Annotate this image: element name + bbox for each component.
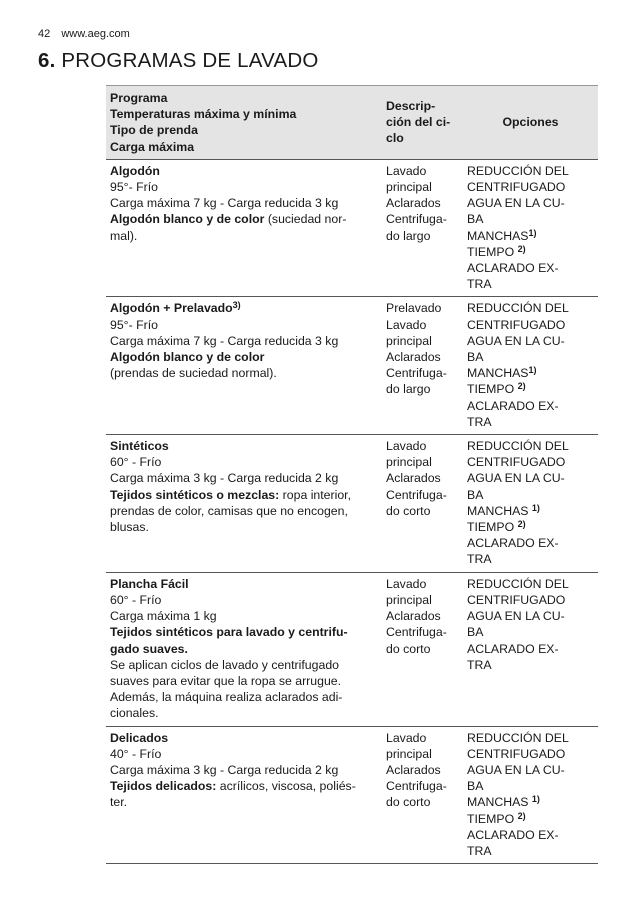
cycle-step: Lavado bbox=[386, 576, 427, 591]
option-item bbox=[467, 657, 594, 673]
program-cell bbox=[106, 159, 382, 297]
option-item bbox=[467, 827, 594, 843]
description-cell bbox=[382, 572, 463, 726]
fabric-label: Tejidos sintéticos o mezclas: bbox=[110, 487, 280, 502]
options-cell bbox=[463, 159, 598, 297]
header-program bbox=[106, 86, 382, 160]
option-item bbox=[467, 592, 594, 608]
cycle-step: Lavado bbox=[386, 317, 427, 332]
cycle-step: principal bbox=[386, 746, 432, 761]
program-cell bbox=[106, 435, 382, 573]
table-row bbox=[106, 726, 598, 864]
option-text: ACLARADO EX- bbox=[467, 398, 559, 413]
option-text: AGUA EN LA CU- bbox=[467, 196, 565, 211]
header-program-line: Tipo de prenda bbox=[110, 123, 198, 138]
option-item bbox=[467, 333, 594, 349]
page-number: 42 bbox=[38, 28, 51, 40]
option-item bbox=[467, 778, 594, 794]
option-item bbox=[467, 179, 594, 195]
option-item bbox=[467, 300, 594, 316]
cycle-step: Centrifuga- bbox=[386, 625, 447, 640]
program-temperature: 60° - Frío bbox=[110, 455, 162, 470]
option-text: TRA bbox=[467, 552, 492, 567]
table-row bbox=[106, 572, 598, 726]
option-item bbox=[467, 244, 594, 260]
option-text: ACLARADO EX- bbox=[467, 827, 559, 842]
option-item bbox=[467, 365, 594, 381]
fabric-text: ter. bbox=[110, 795, 128, 810]
option-item bbox=[467, 535, 594, 551]
programs-table bbox=[106, 85, 598, 864]
cycle-step: Aclarados bbox=[386, 609, 441, 624]
option-item bbox=[467, 470, 594, 486]
cycle-step: Aclarados bbox=[386, 471, 441, 486]
option-item bbox=[467, 624, 594, 640]
program-fabric bbox=[110, 779, 378, 810]
program-load: Carga máxima 7 kg - Carga reducida 3 kg bbox=[110, 196, 339, 211]
option-text: REDUCCIÓN DEL bbox=[467, 301, 569, 316]
option-item bbox=[467, 414, 594, 430]
options-cell bbox=[463, 297, 598, 435]
description-cell bbox=[382, 159, 463, 297]
table-row bbox=[106, 159, 598, 297]
option-text: REDUCCIÓN DEL bbox=[467, 730, 569, 745]
page-header bbox=[38, 28, 130, 40]
cycle-step: Lavado bbox=[386, 163, 427, 178]
option-text: MANCHAS bbox=[467, 795, 532, 810]
fabric-text: Además, la máquina realiza aclarados adi- bbox=[110, 690, 343, 705]
program-temperature: 60° - Frío bbox=[110, 592, 162, 607]
section-title bbox=[38, 49, 318, 73]
program-load: Carga máxima 1 kg bbox=[110, 609, 217, 624]
program-temperature: 95°- Frío bbox=[110, 180, 158, 195]
footnote-ref: 3) bbox=[232, 300, 241, 311]
options-cell bbox=[463, 572, 598, 726]
option-item bbox=[467, 641, 594, 657]
option-item bbox=[467, 503, 594, 519]
description-cell bbox=[382, 435, 463, 573]
option-text: BA bbox=[467, 779, 484, 794]
program-name: Algodón + Prelavado bbox=[110, 301, 233, 316]
option-text: TIEMPO bbox=[467, 244, 518, 259]
footnote-ref: 1) bbox=[531, 502, 540, 513]
option-text: BA bbox=[467, 487, 484, 502]
option-text: TRA bbox=[467, 277, 492, 292]
section-number: 6. bbox=[38, 49, 56, 72]
program-fabric bbox=[110, 488, 378, 536]
cycle-step: do corto bbox=[386, 503, 431, 518]
fabric-label: Tejidos delicados: bbox=[110, 779, 217, 794]
option-text: TIEMPO bbox=[467, 520, 518, 535]
footnote-ref: 2) bbox=[517, 381, 526, 392]
option-item bbox=[467, 746, 594, 762]
option-text: TRA bbox=[467, 657, 492, 672]
option-text: ACLARADO EX- bbox=[467, 261, 559, 276]
option-item bbox=[467, 811, 594, 827]
website-link[interactable]: www.aeg.com bbox=[61, 28, 130, 40]
cycle-step: Centrifuga- bbox=[386, 212, 447, 227]
options-cell bbox=[463, 435, 598, 573]
header-description bbox=[382, 86, 463, 160]
cycle-step: Centrifuga- bbox=[386, 779, 447, 794]
option-item bbox=[467, 381, 594, 397]
program-load: Carga máxima 7 kg - Carga reducida 3 kg bbox=[110, 333, 339, 348]
option-text: TIEMPO bbox=[467, 382, 518, 397]
header-description-line: ción del ci- bbox=[386, 114, 451, 129]
option-item bbox=[467, 576, 594, 592]
cycle-step: Aclarados bbox=[386, 762, 441, 777]
description-cell bbox=[382, 726, 463, 864]
option-text: TIEMPO bbox=[467, 811, 518, 826]
fabric-text: (suciedad nor- bbox=[264, 212, 347, 227]
cycle-step: Aclarados bbox=[386, 196, 441, 211]
option-text: MANCHAS bbox=[467, 228, 529, 243]
program-load: Carga máxima 3 kg - Carga reducida 2 kg bbox=[110, 762, 339, 777]
fabric-text: prendas de color, camisas que no encogen, bbox=[110, 503, 348, 518]
footnote-ref: 1) bbox=[528, 365, 537, 376]
option-item bbox=[467, 260, 594, 276]
table-header-row bbox=[106, 86, 598, 160]
option-item bbox=[467, 317, 594, 333]
option-text: BA bbox=[467, 350, 484, 365]
fabric-text: suaves para evitar que la ropa se arrugue. bbox=[110, 673, 342, 688]
cycle-step: principal bbox=[386, 333, 432, 348]
option-text: REDUCCIÓN DEL bbox=[467, 576, 569, 591]
option-text: MANCHAS bbox=[467, 503, 532, 518]
program-cell bbox=[106, 297, 382, 435]
footnote-ref: 1) bbox=[528, 227, 537, 238]
cycle-step: do largo bbox=[386, 228, 431, 243]
option-item bbox=[467, 843, 594, 859]
option-text: BA bbox=[467, 625, 484, 640]
header-program-line: Temperaturas máxima y mínima bbox=[110, 107, 297, 122]
option-text: REDUCCIÓN DEL bbox=[467, 439, 569, 454]
option-item bbox=[467, 608, 594, 624]
cycle-step: Prelavado bbox=[386, 301, 442, 316]
cycle-step: principal bbox=[386, 455, 432, 470]
option-text: TRA bbox=[467, 414, 492, 429]
option-item bbox=[467, 551, 594, 567]
option-item bbox=[467, 794, 594, 810]
program-cell bbox=[106, 572, 382, 726]
fabric-label: Algodón blanco y de color bbox=[110, 350, 265, 365]
header-program-line: Carga máxima bbox=[110, 139, 195, 154]
footnote-ref: 2) bbox=[517, 243, 526, 254]
option-text: BA bbox=[467, 212, 484, 227]
option-text: MANCHAS bbox=[467, 366, 529, 381]
cycle-step: principal bbox=[386, 180, 432, 195]
program-name: Plancha Fácil bbox=[110, 576, 189, 591]
header-program-line: Programa bbox=[110, 91, 168, 105]
option-item bbox=[467, 163, 594, 179]
program-temperature: 95°- Frío bbox=[110, 317, 158, 332]
option-text: AGUA EN LA CU- bbox=[467, 762, 565, 777]
table-row bbox=[106, 435, 598, 573]
program-temperature: 40° - Frío bbox=[110, 746, 162, 761]
footnote-ref: 2) bbox=[517, 810, 526, 821]
option-item bbox=[467, 195, 594, 211]
option-item bbox=[467, 276, 594, 292]
table-row bbox=[106, 297, 598, 435]
cycle-step: do corto bbox=[386, 795, 431, 810]
fabric-label: Algodón blanco y de color bbox=[110, 212, 265, 227]
description-cell bbox=[382, 297, 463, 435]
option-item bbox=[467, 730, 594, 746]
option-item bbox=[467, 211, 594, 227]
cycle-step: do corto bbox=[386, 641, 431, 656]
section-title-text: PROGRAMAS DE LAVADO bbox=[61, 49, 319, 72]
option-text: ACLARADO EX- bbox=[467, 641, 559, 656]
header-description-line: clo bbox=[386, 131, 404, 145]
option-text: CENTRIFUGADO bbox=[467, 455, 566, 470]
cycle-step: Centrifuga- bbox=[386, 366, 447, 381]
option-item bbox=[467, 398, 594, 414]
cycle-step: principal bbox=[386, 592, 432, 607]
option-item bbox=[467, 762, 594, 778]
option-item bbox=[467, 487, 594, 503]
header-description-line: Descrip- bbox=[386, 98, 436, 113]
option-item bbox=[467, 349, 594, 365]
cycle-step: do largo bbox=[386, 382, 431, 397]
option-text: AGUA EN LA CU- bbox=[467, 471, 565, 486]
fabric-text: cionales. bbox=[110, 706, 159, 721]
option-text: CENTRIFUGADO bbox=[467, 180, 566, 195]
program-fabric bbox=[110, 625, 378, 721]
footnote-ref: 1) bbox=[531, 794, 540, 805]
option-text: CENTRIFUGADO bbox=[467, 746, 566, 761]
option-item bbox=[467, 438, 594, 454]
option-item bbox=[467, 519, 594, 535]
option-text: AGUA EN LA CU- bbox=[467, 333, 565, 348]
option-item bbox=[467, 228, 594, 244]
option-text: CENTRIFUGADO bbox=[467, 592, 566, 607]
program-load: Carga máxima 3 kg - Carga reducida 2 kg bbox=[110, 471, 339, 486]
option-text: REDUCCIÓN DEL bbox=[467, 163, 569, 178]
fabric-text: mal). bbox=[110, 228, 138, 243]
program-fabric bbox=[110, 212, 378, 243]
header-options: Opciones bbox=[463, 86, 598, 160]
program-name: Algodón bbox=[110, 163, 160, 178]
footnote-ref: 2) bbox=[517, 519, 526, 530]
program-fabric bbox=[110, 350, 378, 381]
option-text: ACLARADO EX- bbox=[467, 536, 559, 551]
fabric-text: ropa interior, bbox=[279, 487, 352, 502]
program-cell bbox=[106, 726, 382, 864]
option-text: TRA bbox=[467, 843, 492, 858]
options-cell bbox=[463, 726, 598, 864]
option-text: CENTRIFUGADO bbox=[467, 317, 566, 332]
fabric-text: (prendas de suciedad normal). bbox=[110, 366, 277, 381]
cycle-step: Aclarados bbox=[386, 350, 441, 365]
option-item bbox=[467, 454, 594, 470]
fabric-text: blusas. bbox=[110, 520, 149, 535]
fabric-text: Se aplican ciclos de lavado y centrifugado bbox=[110, 657, 339, 672]
cycle-step: Lavado bbox=[386, 439, 427, 454]
program-name: Sintéticos bbox=[110, 439, 169, 454]
cycle-step: Centrifuga- bbox=[386, 487, 447, 502]
program-name: Delicados bbox=[110, 730, 169, 745]
cycle-step: Lavado bbox=[386, 730, 427, 745]
fabric-text: acrílicos, viscosa, poliés- bbox=[216, 779, 356, 794]
option-text: AGUA EN LA CU- bbox=[467, 609, 565, 624]
fabric-label: Tejidos sintéticos para lavado y centrifu- gado suaves. bbox=[110, 625, 348, 656]
